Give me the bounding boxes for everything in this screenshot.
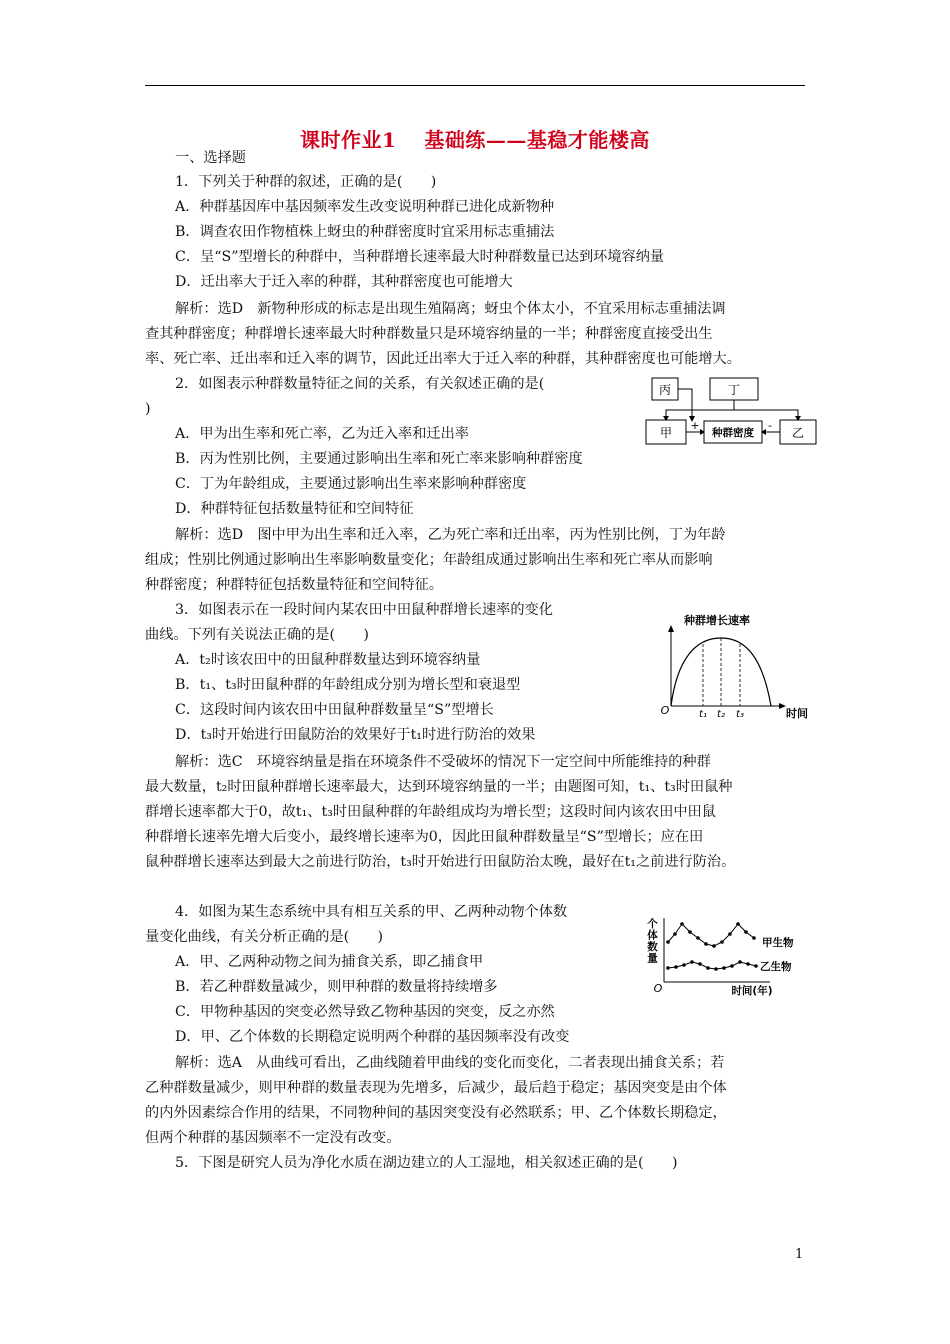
q5-stem: 5．下图是研究人员为净化水质在湖边建立的人工湿地，相关叙述正确的是( ) [175, 1155, 678, 1171]
q1-answer-line: 解析：选D 新物种形成的标志是出现生殖隔离；蚜虫个体太小，不宜采用标志重捕法调 [175, 301, 726, 317]
species-jia-curve [668, 924, 754, 946]
q1-option-a: A．种群基因库中基因频率发生改变说明种群已进化成新物种 [175, 199, 555, 215]
q2-diagram [640, 374, 820, 450]
species-yi-label: 乙生物 [760, 961, 792, 973]
page-title: 课时作业1 基础练——基稳才能楼高 [300, 128, 650, 152]
q4-answer-line: 的内外因素综合作用的结果，不同物种间的基因突变没有必然联系；甲、乙个体数长期稳定， [145, 1105, 727, 1121]
origin-label: O [660, 704, 670, 717]
y-axis-label: 种群增长速率 [684, 614, 750, 627]
q3-option-d: D．t₃时开始进行田鼠防治的效果好于t₁时进行防治的效果 [175, 727, 536, 743]
q4-stem-cont: 量变化曲线，有关分析正确的是( ) [145, 929, 384, 945]
q2-option-c: C．丁为年龄组成，主要通过影响出生率来影响种群密度 [175, 476, 527, 492]
q1-option-d: D．迁出率大于迁入率的种群，其种群密度也可能增大 [175, 274, 513, 290]
q4-population-graph [640, 912, 805, 998]
q4-option-d: D．甲、乙个体数的长期稳定说明两个种群的基因频率没有改变 [175, 1029, 570, 1045]
label-jia: 甲 [659, 426, 673, 440]
q3-option-a: A．t₂时该农田中的田鼠种群数量达到环境容纳量 [175, 652, 481, 668]
q3-answer-line: 鼠种群增长速率达到最大之前进行防治，t₃时开始进行田鼠防治太晚，最好在t₁之前进行防治。 [145, 854, 736, 870]
x-axis-label: 时间(年) [731, 985, 773, 997]
arrow-bing [678, 389, 692, 418]
x-axis-label: 时间 [786, 707, 808, 720]
page-number: 1 [795, 1247, 804, 1262]
q2-stem-cont: ) [145, 401, 151, 417]
q4-stem: 4．如图为某生态系统中具有相互关系的甲、乙两种动物个体数 [175, 904, 568, 920]
q4-option-b: B．若乙种群数量减少，则甲种群的数量将持续增多 [175, 979, 498, 995]
plus-sign: + [690, 419, 700, 432]
q4-answer-line: 乙种群数量减少，则甲种群的数量表现为先增多，后减少，最后趋于稳定；基因突变是由个体 [145, 1080, 727, 1096]
q3-option-b: B．t₁、t₃时田鼠种群的年龄组成分别为增长型和衰退型 [175, 677, 521, 693]
section-heading: 一、选择题 [175, 150, 246, 166]
q2-answer-line: 种群密度；种群特征包括数量特征和空间特征。 [145, 577, 443, 593]
label-yi: 乙 [791, 426, 805, 440]
q2-option-b: B．丙为性别比例，主要通过影响出生率和死亡率来影响种群密度 [175, 451, 583, 467]
q3-option-c: C．这段时间内该农田中田鼠种群数量呈“S”型增长 [175, 702, 494, 718]
t1-label: t₁ [699, 709, 707, 720]
q4-answer-line: 但两个种群的基因频率不一定没有改变。 [145, 1130, 401, 1146]
species-jia-points [666, 922, 756, 948]
q4-option-c: C．甲物种基因的突变必然导致乙物种基因的突变，反之亦然 [175, 1004, 555, 1020]
origin-label: O [653, 982, 663, 995]
species-yi-curve [668, 962, 756, 969]
q1-stem: 1．下列关于种群的叙述，正确的是( ) [175, 174, 437, 190]
q1-answer-line: 率、死亡率、迁出率和迁入率的调节，因此迁出率大于迁入率的种群，其种群密度也可能增大。 [145, 351, 741, 367]
q4-option-a: A．甲、乙两种动物之间为捕食关系，即乙捕食甲 [175, 954, 484, 970]
q3-answer-line: 最大数量，t₂时田鼠种群增长速率最大，达到环境容纳量的一半；由题图可知，t₁、t₃时田鼠种 [145, 779, 733, 795]
q1-option-b: B．调查农田作物植株上蚜虫的种群密度时宜采用标志重捕法 [175, 224, 555, 240]
y-axis-arrow [668, 625, 674, 632]
q3-answer-line: 群增长速率都大于0，故t₁、t₃时田鼠种群的年龄组成均为增长型；这段时间内该农田中田鼠 [145, 804, 716, 820]
q4-answer-line: 解析：选A 从曲线可看出，乙曲线随着甲曲线的变化而变化，二者表现出捕食关系；若 [175, 1055, 725, 1071]
q1-answer-line: 查其种群密度；种群增长速率最大时种群数量只是环境容纳量的一半；种群密度直接受出生 [145, 326, 713, 342]
header-rule [145, 85, 805, 86]
q2-option-d: D．种群特征包括数量特征和空间特征 [175, 501, 414, 517]
q1-option-c: C．呈“S”型增长的种群中，当种群增长速率最大时种群数量已达到环境容纳量 [175, 249, 665, 265]
q2-stem: 2．如图表示种群数量特征之间的关系，有关叙述正确的是( [175, 376, 545, 392]
label-ding: 丁 [727, 383, 741, 397]
label-density: 种群密度 [712, 427, 754, 439]
q2-answer-line: 解析：选D 图中甲为出生率和迁入率，乙为死亡率和迁出率，丙为性别比例，丁为年龄 [175, 527, 726, 543]
q3-stem: 3．如图表示在一段时间内某农田中田鼠种群增长速率的变化 [175, 602, 553, 618]
minus-sign: - [768, 419, 772, 432]
arrow-ding [666, 400, 798, 418]
q3-answer-line: 解析：选C 环境容纳量是指在环境条件不受破坏的情况下一定空间中所能维持的种群 [175, 754, 711, 770]
y-axis-label: 个体数量 [646, 918, 658, 964]
q3-stem-cont: 曲线。下列有关说法正确的是( ) [145, 627, 369, 643]
q2-option-a: A．甲为出生率和死亡率，乙为迁入率和迁出率 [175, 426, 469, 442]
q2-answer-line: 组成；性别比例通过影响出生率影响数量变化；年龄组成通过影响出生率和死亡率从而影响 [145, 552, 713, 568]
label-bing: 丙 [658, 383, 672, 397]
q3-answer-line: 种群增长速率先增大后变小，最终增长速率为0，因此田鼠种群数量呈“S”型增长；应在田 [145, 829, 704, 845]
x-axis-arrow [779, 703, 786, 709]
t2-label: t₂ [717, 709, 725, 720]
t3-label: t₃ [736, 709, 744, 720]
species-jia-label: 甲生物 [762, 937, 794, 949]
q3-growth-rate-graph [655, 610, 815, 722]
